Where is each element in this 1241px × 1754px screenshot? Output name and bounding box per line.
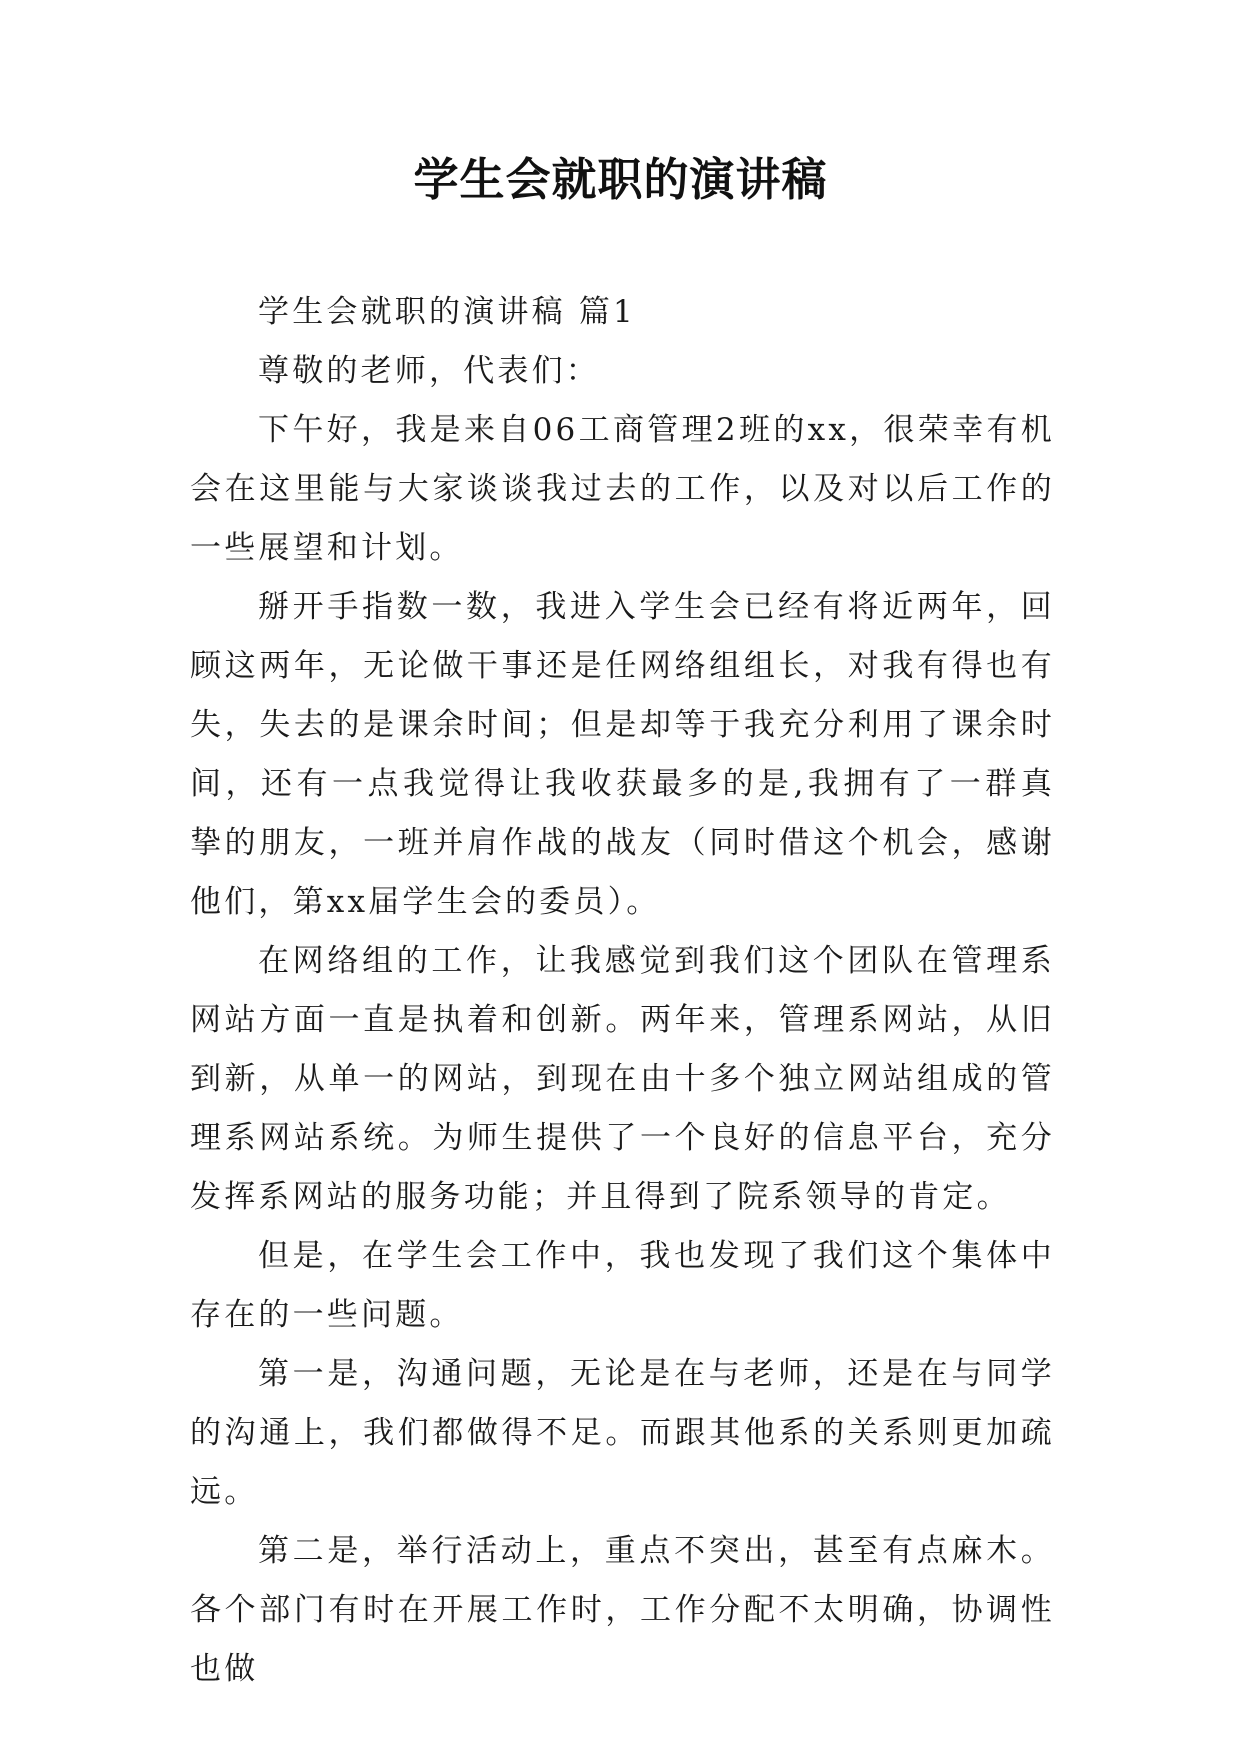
paragraph: 第二是，举行活动上，重点不突出，甚至有点麻木。各个部门有时在开展工作时，工作分配不太明确，协调性也做 (190, 1533, 1055, 1687)
paragraph: 掰开手指数一数，我进入学生会已经有将近两年，回顾这两年，无论做干事还是任网络组组长，对我有得也有失，失去的是课余时间；但是却等于我充分利用了课余时间，还有一点我觉得让我收获最多的是,我拥有了一群真挚的朋友，一班并肩作战的战友（同时借这个机会，感谢他们，第xx届学生会的委员）。 (190, 589, 1055, 920)
document-body (190, 283, 1055, 1699)
paragraph: 第一是，沟通问题，无论是在与老师，还是在与同学的沟通上，我们都做得不足。而跟其他系的关系则更加疏远。 (190, 1356, 1055, 1510)
section-heading: 学生会就职的演讲稿 篇1 (258, 294, 636, 330)
salutation: 尊敬的老师，代表们： (258, 353, 600, 389)
paragraph: 下午好，我是来自06工商管理2班的xx，很荣幸有机会在这里能与大家谈谈我过去的工作，以及对以后工作的一些展望和计划。 (190, 412, 1055, 566)
paragraph: 但是，在学生会工作中，我也发现了我们这个集体中存在的一些问题。 (190, 1238, 1055, 1333)
paragraph: 在网络组的工作，让我感觉到我们这个团队在管理系网站方面一直是执着和创新。两年来，管理系网站，从旧到新，从单一的网站，到现在由十多个独立网站组成的管理系网站系统。为师生提供了一个良好的信息平台，充分发挥系网站的服务功能；并且得到了院系领导的肯定。 (190, 943, 1055, 1215)
document-title: 学生会就职的演讲稿 (413, 153, 828, 206)
